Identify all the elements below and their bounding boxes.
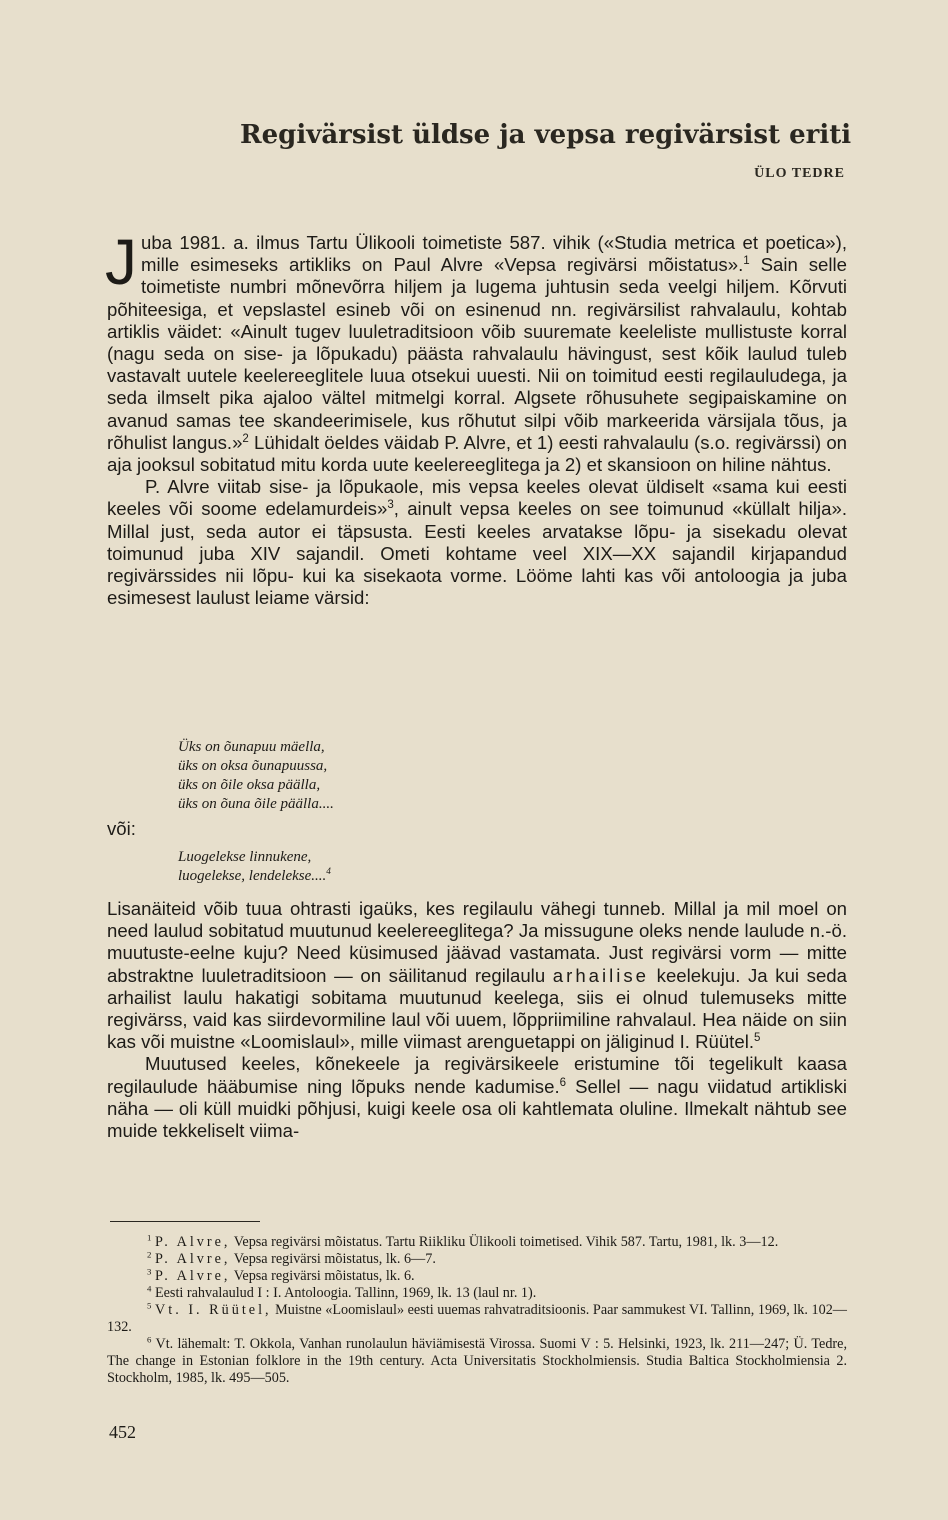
footnote-number: 2 bbox=[147, 1249, 152, 1260]
verse-line: Üks on õunapuu mäella, bbox=[178, 739, 325, 755]
para4-text-1: Muutused keeles, kõnekeele ja regivärsikeele eristumine tõi tegelikult kaasa regilaulude hääbumise ning lõpuks nende kadumise. bbox=[107, 1053, 847, 1097]
footnote-ref-3: 3 bbox=[387, 499, 394, 512]
verse-block-1 bbox=[178, 738, 578, 814]
paragraph-4 bbox=[107, 1053, 847, 1142]
verse-line: üks on õuna õile päälla.... bbox=[178, 796, 334, 812]
footnote-text: Vepsa regivärsi mõistatus. Tartu Riikliku Ülikooli toimetised. Vihik 587. Tartu, 1981, lk. 3—12. bbox=[230, 1234, 779, 1250]
footnote-text: Muistne «Loomislaul» eesti uuemas rahvatraditsioonis. Paar sammukest VI. Tallinn, 1969, lk. 102—132. bbox=[107, 1302, 847, 1335]
footnote-author: P. Alvre, bbox=[154, 1251, 231, 1267]
footnote-number: 1 bbox=[147, 1232, 152, 1243]
footnote-divider bbox=[110, 1221, 260, 1222]
footnote-number: 4 bbox=[147, 1283, 152, 1294]
footnote-text: Vepsa regivärsi mõistatus, lk. 6. bbox=[230, 1268, 415, 1284]
page-number: 452 bbox=[109, 1422, 136, 1442]
article-title: Regivärsist üldse ja vepsa regivärsist eriti bbox=[240, 120, 852, 150]
footnote-ref-5: 5 bbox=[754, 1032, 761, 1045]
footnote-author: Vt. I. Rüütel, bbox=[155, 1302, 272, 1318]
footnote-text: Vepsa regivärsi mõistatus, lk. 6—7. bbox=[230, 1251, 436, 1267]
footnote-text: Vanhan runolaulun häviämisestä Virossa. Suomi V : 5. Helsinki, 1923, lk. 211—247; Ü. Tedre, The change in Estonian folklore in the 19th century. Acta Universitatis Stockholmiensis. Studia Baltica Stockholmiensia 2. Stockholm, 1985, lk. 495—505. bbox=[107, 1336, 847, 1386]
footnote-number: 5 bbox=[147, 1300, 152, 1311]
footnote bbox=[107, 1285, 847, 1302]
paragraph-2 bbox=[107, 476, 847, 609]
para2-text-2: , ainult vepsa keeles on see toimunud «küllalt hilja». Millal just, seda autor ei täpsusta. Eesti keeles arvatakse lõpu- ja sisekadu olevat toimunud juba XIV sajandil. Ometi kohtame veel XIX—XX sajandil kirjapandud regivärssides nii lõpu- kui ka sisekaota vorme. Lööme lahti kas või antoloogia ja juba esimesest laulust leiame värsid: bbox=[107, 498, 848, 609]
footnote-text: Eesti rahvalaulud I : I. Antoloogia. Tallinn, 1969, lk. 13 (laul nr. 1). bbox=[154, 1285, 537, 1301]
footnote-number: 6 bbox=[147, 1334, 152, 1345]
footnote-author: P. Alvre, bbox=[154, 1234, 231, 1250]
verse-line: üks on oksa õunapuussa, bbox=[178, 758, 328, 774]
intro-section bbox=[105, 226, 848, 609]
footnote bbox=[107, 1302, 847, 1336]
verse-line: Luogelekse linnukene, bbox=[178, 849, 312, 865]
para3-text-2: keelekuju. Ja kui seda arhailist laulu hakatigi sobitama muutunud keelega, siis ei olnud tulemuseks mitte regivärss, vaid kas siirdevormiline laul või uuem, lõppriimiline rahvalaul. Hea näide on siin kas või muistne «Loomislaul», mille viimast arenguetappi on jäliginud I. Rüütel. bbox=[107, 964, 847, 1053]
verse-line: üks on õile oksa päälla, bbox=[178, 777, 321, 793]
footnote-ref-2: 2 bbox=[242, 432, 249, 445]
footnote bbox=[107, 1336, 847, 1387]
main-text-continued bbox=[107, 898, 847, 1142]
footnote bbox=[107, 1268, 847, 1285]
footnote-ref-4: 4 bbox=[326, 867, 331, 877]
intro-text-3: Lühidalt öeldes väidab P. Alvre, et 1) eesti rahvalaulu (s.o. regivärssi) on aja jooksul sobitatud mitu korda uute keelereeglitega ja 2) et skansioon on hiline nähtus. bbox=[107, 431, 848, 476]
footnote-author: Vt. lähemalt: T. Okkola, bbox=[155, 1336, 296, 1352]
connector-text: või: bbox=[107, 818, 136, 839]
footnote-ref-6: 6 bbox=[559, 1076, 567, 1089]
footnote bbox=[107, 1234, 847, 1251]
footnotes-section bbox=[107, 1234, 847, 1387]
para3-spaced-word: arhailise bbox=[552, 964, 650, 986]
intro-text-1: uba 1981. a. ilmus Tartu Ülikooli toimetiste 587. vihik («Studia metrica et poetica»), mille esimeseks artikliks on Paul Alvre «Vepsa regivärsi mõistatus». bbox=[141, 232, 847, 276]
verse-line-text: luogelekse, lendelekse.... bbox=[178, 868, 327, 884]
article-author: ÜLO TEDRE bbox=[754, 166, 845, 181]
intro-text-2: Sain selle toimetiste numbri mõnevõrra hiljem ja lugema juhtusin seda veelgi hiljem. Kõrvuti põhiteesiga, et vepslastel esineb või on esinenud nn. regivärsilist rahvalaulu, kohtab artiklis väidet: «Ainult tugev luuletraditsioon võib suuremate keeleliste mullistuste korral (nagu seda on sise- ja lõpukadu) päästa rahvalaulu hävingust, sest kõik laulud tuleb vastavalt uutele keelereeglitele luua otsekui uuesti. Nii on toimitud eesti regilauludega, ja seda ilmselt pika ajaloo vältel mitmelgi korral. Algsete rõhusuhete segipaiskamine on avanud samas tee skandeerimisele, kus rõhutut silpi võib markeerida värsijala tõus, ja rõhulist langus.» bbox=[107, 254, 847, 453]
para4-text-2: Sellel — nagu viidatud artikliski näha — oli küll muidki põhjusi, kuigi keele osa oli kahtlemata oluline. Ilmekalt nähtub see muide tekkeliselt viima- bbox=[107, 1075, 847, 1142]
para2-text-1: P. Alvre viitab sise- ja lõpukaole, mis vepsa keeles olevat üldiselt «sama kui eesti keeles või soome edelamurdeis» bbox=[107, 476, 847, 520]
footnote-author: P. Alvre, bbox=[154, 1268, 231, 1284]
footnote-ref-1: 1 bbox=[743, 255, 750, 268]
footnote bbox=[107, 1251, 847, 1268]
verse-line bbox=[178, 867, 578, 886]
drop-cap: J bbox=[105, 226, 137, 298]
footnote-number: 3 bbox=[147, 1266, 152, 1277]
verse-block-2 bbox=[178, 848, 578, 886]
paragraph-3 bbox=[107, 898, 847, 1053]
intro-paragraph bbox=[105, 226, 848, 476]
para3-text-1: Lisanäiteid võib tuua ohtrasti igaüks, kes regilaulu vähegi tunneb. Millal ja mil moel on need laulud sobitatud muutunud keelereeglitega? Ja missugune oleks nende laulude n.-ö. muutuste-eelne kuju? Need küsimused jäävad vastamata. Just regivärsi vorm — mitte abstraktne luuletraditsioon — on säilitanud regilaulu bbox=[107, 898, 847, 986]
